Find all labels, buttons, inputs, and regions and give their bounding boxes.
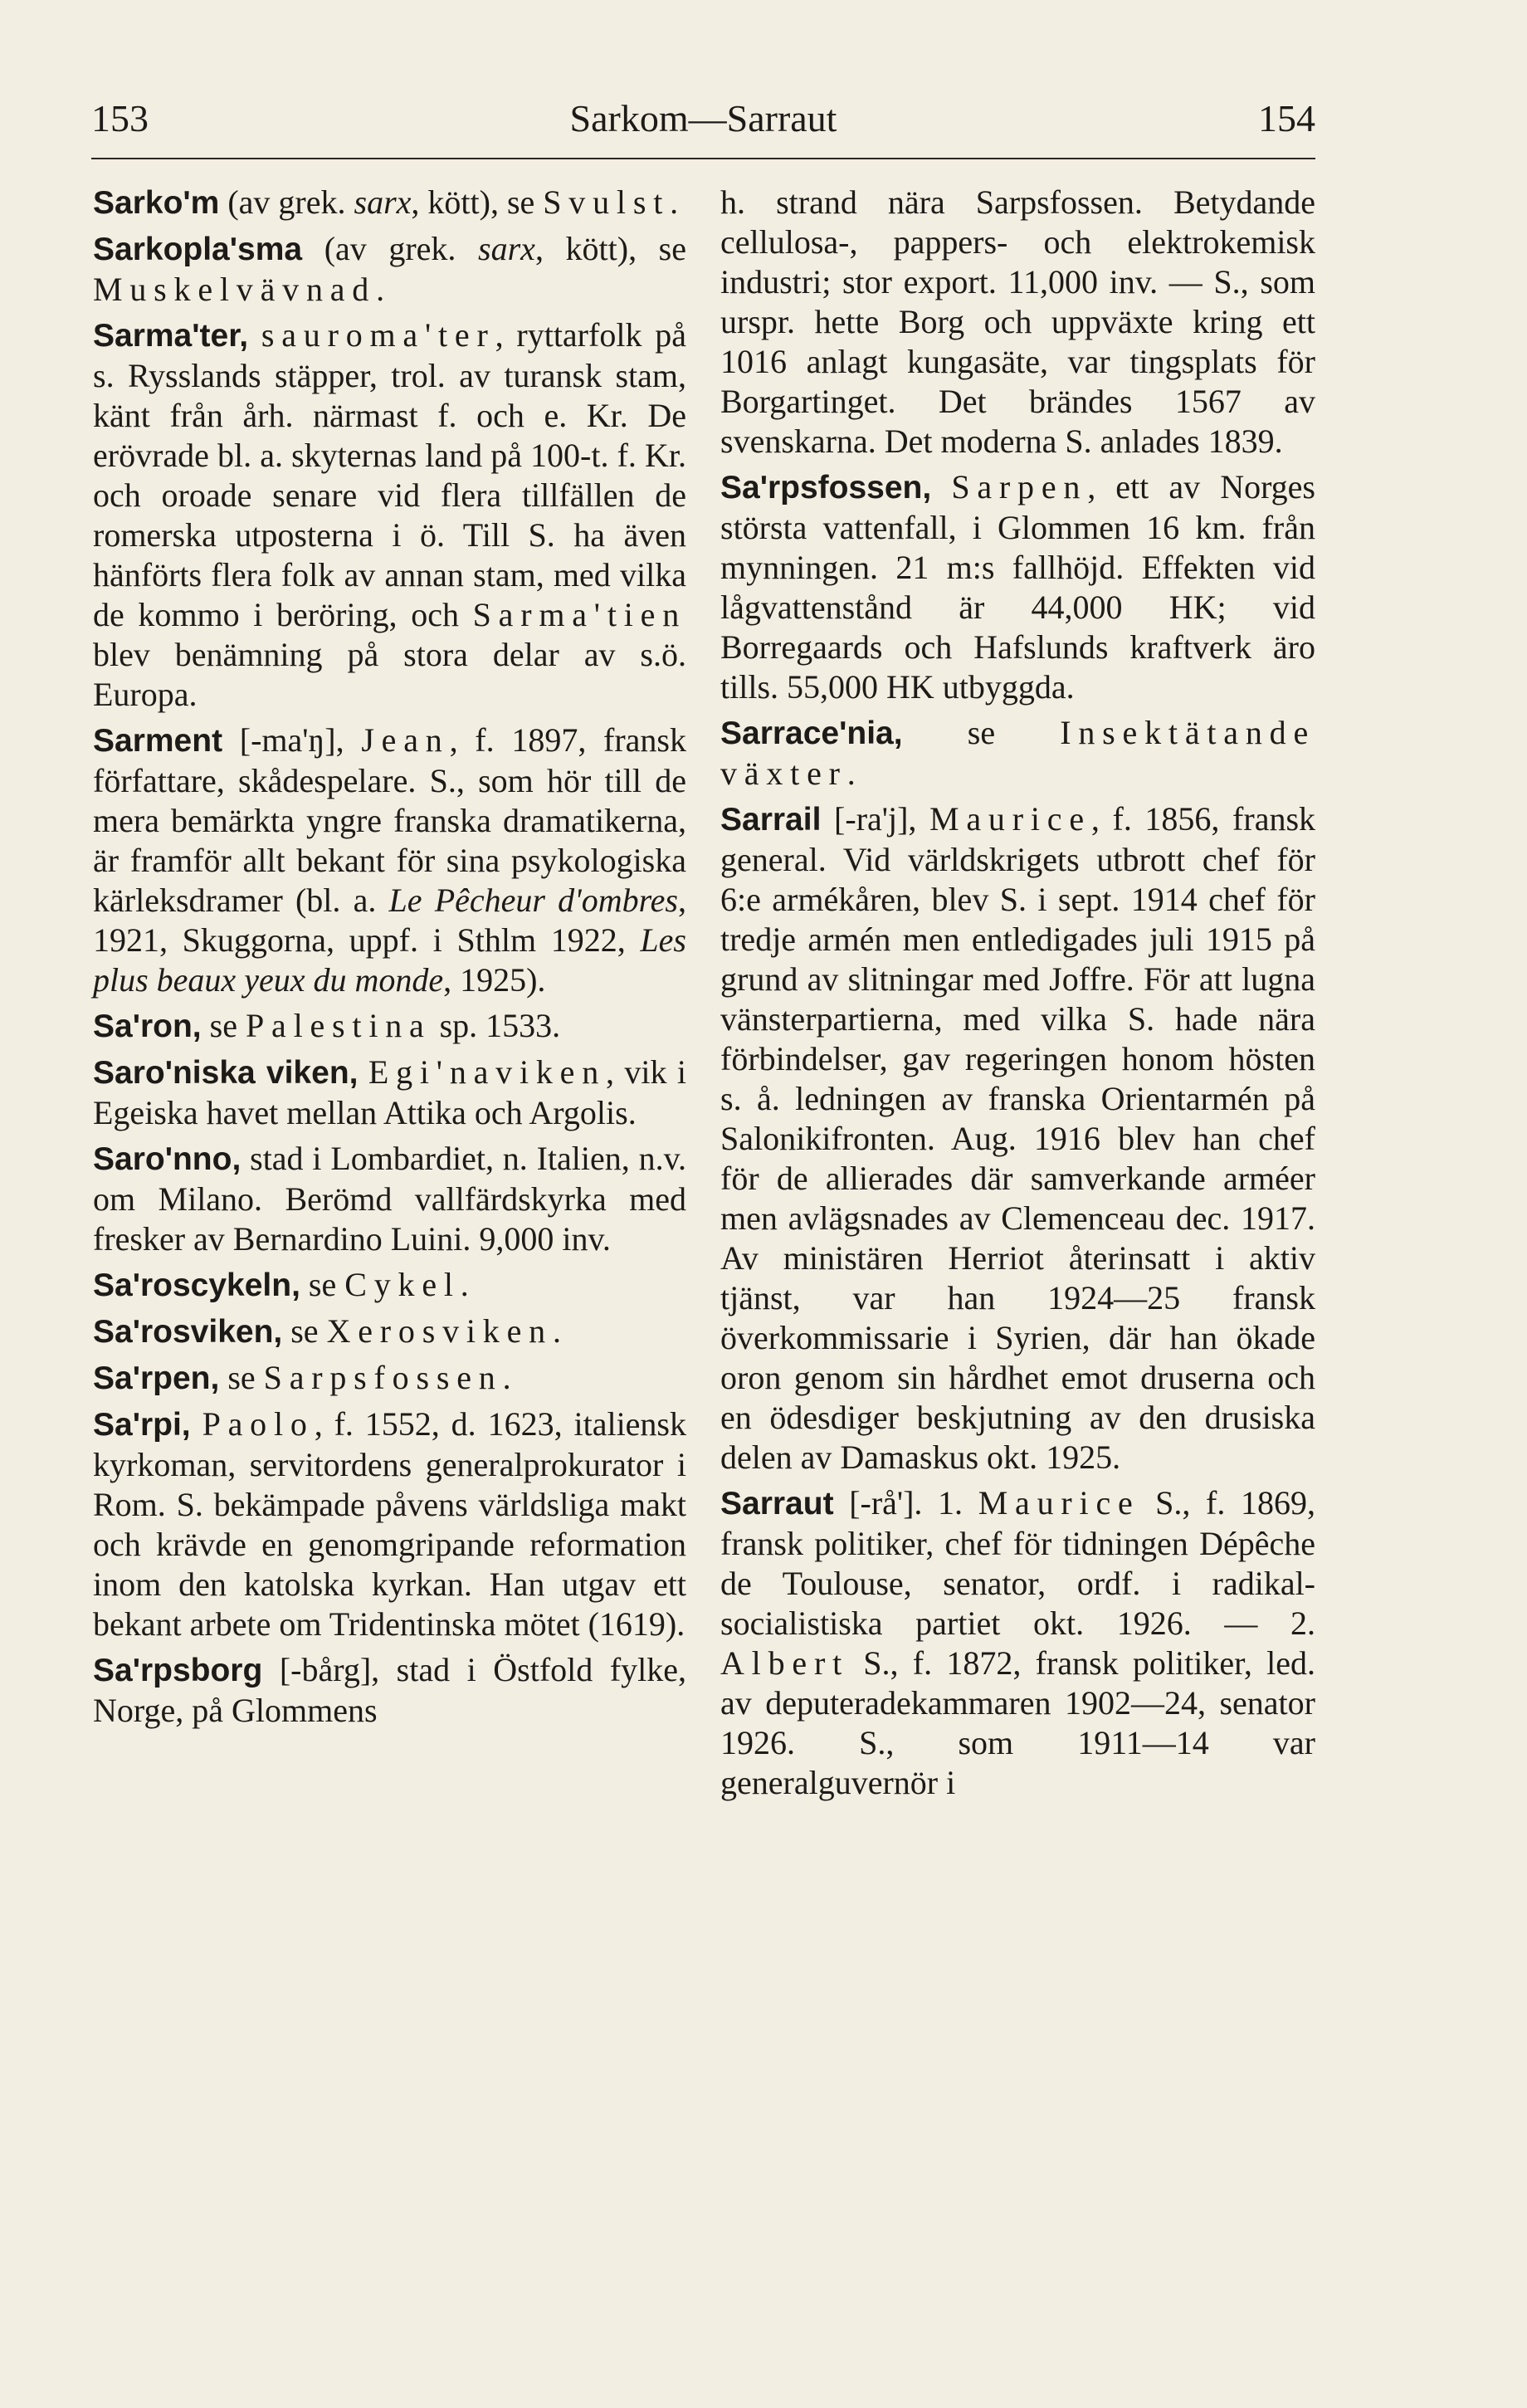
entry-text: , f. 1856, fransk general. Vid världskrigets utbrott chef för 6:e armékåren, blev S. i sept. 1914 chef för tredje armén men entledigades juli 1915 på grund av slitningar med Joffre. För att lugna vänsterpartierna, med vilka S. hade nära förbindelser, gav regeringen honom hösten s. å. ledningen av franska Orientarmén på Salonikifronten. Aug. 1916 blev han chef för de allierades där samverkande arméer men avlägsnades av Clemenceau dec. 1917. Av ministären Herriot återinsatt i aktiv tjänst, var han 1924—25 fransk överkommissarie i Syrien, där han ökade oron genom sin hårdhet emot druserna och en ödesdiger beskjutning av den drusiska delen av Damaskus okt. 1925.: [720, 800, 1316, 1476]
dictionary-entry: [93, 1404, 686, 1644]
entry-spaced-name: Albert: [720, 1644, 849, 1682]
entry-text: S., f. 1872, fransk politiker, led. av deputeradekammaren 1902—24, senator 1926. S., som 1911—14 var generalguvernör i: [720, 1644, 1315, 1801]
entry-text: , ryttarfolk på s. Rysslands stäpper, trol. av turansk stam, känt från årh. närmast f. och e. Kr. De erövrade bl. a. skyternas land på 100-t. f. Kr. och oroade senare vid flera tillfällen de romerska utposterna i ö. Till S. ha även hänförts flera folk av annan stam, med vilka de kommo i beröring, och: [93, 316, 687, 633]
entry-headword: Saro'niska viken,: [93, 1055, 359, 1091]
entry-spaced-name: Paolo: [202, 1405, 315, 1443]
dictionary-entry: [93, 1139, 686, 1259]
entry-headword: Sarrail: [720, 802, 822, 838]
entry-italic-title: Les plus beaux yeux du monde: [93, 921, 686, 999]
entry-text: .: [376, 271, 385, 308]
entry-text: , ett av Norges största vattenfall, i Glommen 16 km. från mynningen. 21 m:s fallhöjd. Effekten vid lågvattenstånd är 44,000 HK; vid Borregaards och Hafslunds kraftverk äro tills. 55,000 HK utbyggda.: [720, 468, 1315, 706]
entry-spaced-name: Svulst: [543, 183, 671, 221]
entry-spaced-name: Egi'naviken: [368, 1053, 607, 1091]
entry-text: , f. 1552, d. 1623, italiensk kyrkoman, servitordens generalprokurator i Rom. S. bekämpade påvens världsliga makt och krävde en genomgripande reformation inom den katolska kyrkan. Han utgav ett bekant arbete om Tridentinska mötet (1619).: [93, 1405, 687, 1643]
dictionary-entry: [720, 713, 1315, 794]
entry-text: , 1921, Skuggorna, uppf. i Sthlm 1922,: [93, 882, 686, 959]
entry-headword: Sarrace'nia,: [720, 716, 903, 751]
entry-spaced-name: Sarpsfossen: [263, 1359, 503, 1396]
entry-spaced-name: Cykel: [344, 1266, 461, 1303]
dictionary-entry: [93, 1265, 686, 1306]
entry-headword: Sa'rpsfossen,: [720, 470, 932, 506]
header-rule: [91, 158, 1315, 159]
entry-headword: Saro'nno,: [93, 1141, 241, 1177]
entry-text: se: [209, 1007, 246, 1044]
entry-headword: Sa'rpen,: [93, 1360, 220, 1396]
entry-text: , 1925).: [443, 961, 546, 999]
dictionary-entry: [93, 1650, 686, 1731]
entry-italic-title: sarx: [354, 183, 412, 221]
entry-spaced-name: Insektätande växter: [720, 714, 1315, 792]
entry-headword: Sarment: [93, 723, 223, 759]
entry-text: (av grek.: [324, 230, 479, 267]
entry-text: , vik i Egeiska havet mellan Attika och Argolis.: [93, 1053, 687, 1131]
entry-spaced-name: Palestina: [245, 1007, 432, 1044]
entry-headword: Sa'rpsborg: [93, 1653, 263, 1688]
entry-text: [-bårg], stad i Östfold fylke, Norge, på Glommens: [93, 1651, 687, 1729]
entry-spaced-name: Maurice: [929, 800, 1091, 838]
dictionary-entry: [93, 1311, 686, 1352]
dictionary-entry: [93, 1053, 686, 1133]
entry-text: [-ra'j],: [834, 800, 930, 838]
entry-headword: Sarraut: [720, 1486, 834, 1521]
entry-text: , kött), se: [534, 230, 687, 267]
entry-text: se: [308, 1266, 345, 1303]
entry-spaced-name: Muskelvävnad: [93, 271, 377, 308]
entry-text: .: [460, 1266, 469, 1303]
entry-text: h. strand nära Sarpsfossen. Betydande cellulosa-, pappers- och elektrokemisk industri; stor export. 11,000 inv. — S., som urspr. hette Borg och uppväxte kring ett 1016 anlagt kungasäte, var tingsplats för Borgartinget. Det brändes 1567 av svenskarna. Det moderna S. anlades 1839.: [720, 183, 1315, 460]
page-header: [91, 91, 1315, 149]
entry-text: sp. 1533.: [431, 1007, 561, 1044]
page-number-right: 154: [1258, 97, 1315, 139]
entry-text: se: [290, 1312, 327, 1350]
entry-spaced-name: sauroma'ter: [261, 316, 495, 354]
entry-text: blev benämning på stora delar av s.ö. Europa.: [93, 636, 686, 713]
entry-headword: Sarma'ter,: [93, 318, 249, 354]
entry-spaced-name: Jean: [361, 721, 450, 759]
entry-text: S., f. 1869, fransk politiker, chef för tidningen Dépêche de Toulouse, senator, ordf. i radikal-socialistiska partiet okt. 1926. — 2.: [720, 1484, 1315, 1642]
running-title: Sarkom—Sarraut: [569, 97, 837, 139]
entry-text: .: [502, 1359, 511, 1396]
entry-text: [-ma'ŋ],: [239, 721, 362, 759]
entry-text: , kött), se: [411, 183, 544, 221]
dictionary-entry: [720, 467, 1315, 707]
entry-text: .: [846, 755, 856, 792]
entry-headword: Sa'ron,: [93, 1009, 202, 1044]
entry-headword: Sa'rpi,: [93, 1407, 191, 1443]
entry-text: se: [227, 1359, 264, 1396]
entry-text: .: [670, 183, 679, 221]
page-number-left: 153: [91, 97, 149, 139]
dictionary-entry: [720, 183, 1315, 462]
dictionary-entry: [93, 315, 686, 715]
dictionary-entry: [93, 183, 686, 223]
entry-headword: Sa'roscykeln,: [93, 1267, 300, 1303]
entry-headword: Sarkopla'sma: [93, 232, 303, 267]
entry-spaced-name: Maurice: [978, 1484, 1140, 1521]
entry-text: .: [552, 1312, 561, 1350]
entry-spaced-name: Sarpen: [951, 468, 1088, 506]
entry-headword: Sarko'm: [93, 185, 220, 221]
left-column: [93, 183, 686, 1736]
right-column: [720, 183, 1315, 1809]
entry-text: (av grek.: [227, 183, 354, 221]
entry-headword: Sa'rosviken,: [93, 1314, 283, 1350]
entry-text: stad i Lombardiet, n. Italien, n.v. om Milano. Berömd vallfärdskyrka med fresker av Bernardino Luini. 9,000 inv.: [93, 1140, 687, 1258]
dictionary-entry: [93, 229, 686, 310]
dictionary-entry: [720, 799, 1315, 1478]
entry-italic-title: Le Pêcheur d'ombres: [388, 882, 678, 919]
entry-spaced-name: Sarma'tien: [472, 596, 686, 633]
entry-text: se: [967, 714, 1061, 751]
dictionary-entry: [720, 1483, 1315, 1803]
entry-spaced-name: Xerosviken: [326, 1312, 553, 1350]
entry-text: , f. 1897, fransk författare, skådespelare. S., som hör till de mera bemärkta yngre franska dramatikerna, är framför allt bekant för sina psykologiska kärleksdramer (bl. a.: [93, 721, 687, 919]
entry-text: [-rå']. 1.: [849, 1484, 978, 1521]
dictionary-entry: [93, 1006, 686, 1047]
entry-italic-title: sarx: [478, 230, 535, 267]
dictionary-entry: [93, 1358, 686, 1399]
dictionary-entry: [93, 720, 686, 1000]
